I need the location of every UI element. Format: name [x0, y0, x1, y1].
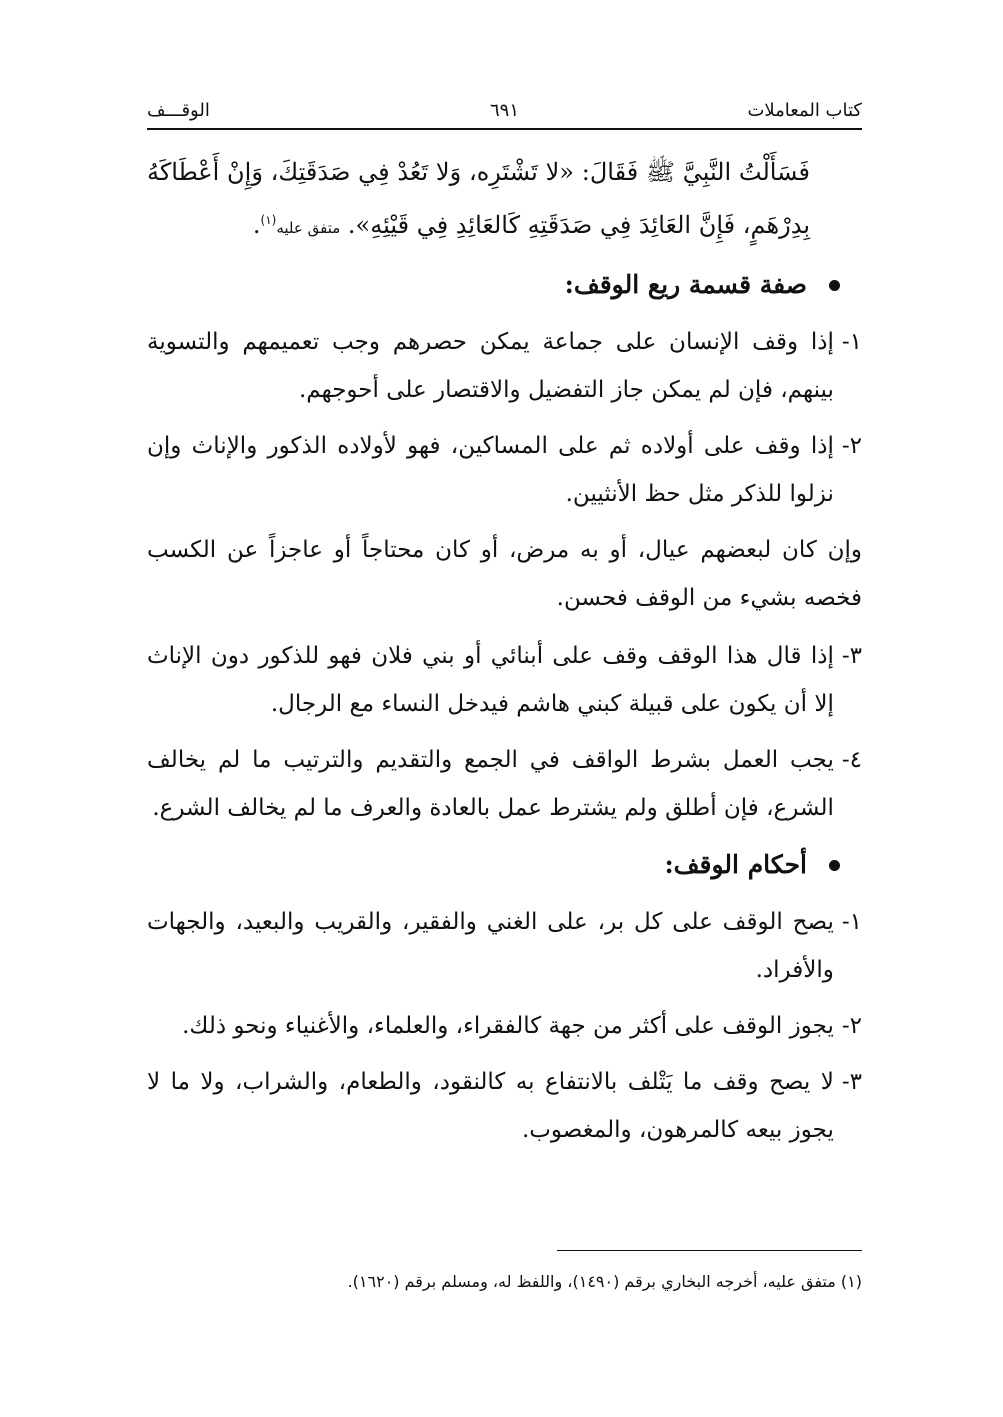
- item-number: ٢-: [841, 1013, 862, 1039]
- quote-end: .: [252, 211, 261, 239]
- chapter-title: الوقـــف: [147, 100, 210, 121]
- hadith-text: فَسَأَلْتُ النَّبِيَّ ﷺ فَقَالَ: «لا تَشْتَرِه، وَلا تَعُدْ فِي صَدَقَتِكَ، وَإِنْ أَعْطَاكَهُ بِدِرْهَمٍ، فَإِنَّ العَائِدَ فِي صَدَقَتِهِ كَالعَائِدِ فِي قَيْئِهِ».: [147, 158, 810, 239]
- item-number: ٢-: [841, 433, 862, 459]
- section-heading-text: صفة قسمة ريع الوقف:: [564, 270, 807, 299]
- list-item: [147, 422, 862, 518]
- hadith-quote: [147, 148, 862, 252]
- list-item: [147, 318, 862, 414]
- footnote: (١) متفق عليه، أخرجه البخاري برقم (١٤٩٠)، واللفظ له، ومسلم برقم (١٦٢٠).: [347, 1272, 862, 1291]
- item-text: يصح الوقف على كل بر، على الغني والفقير، والقريب والبعيد، والجهات والأفراد.: [147, 909, 834, 983]
- header-divider: [147, 128, 862, 130]
- bullet-icon: [829, 280, 840, 291]
- page-header: [147, 98, 862, 128]
- list-item: [147, 898, 862, 994]
- section-heading-text: أحكام الوقف:: [664, 850, 807, 879]
- item-continuation: وإن كان لبعضهم عيال، أو به مرض، أو كان محتاجاً أو عاجزاً عن الكسب فخصه بشيء من الوقف فحسن.: [147, 537, 862, 611]
- item-text: إذا قال هذا الوقف وقف على أبنائي أو بني فلان فهو للذكور دون الإناث إلا أن يكون على قبيلة كبني هاشم فيدخل النساء مع الرجال.: [147, 643, 834, 717]
- section-heading-rulings: [147, 840, 862, 890]
- page-number: ٦٩١: [489, 100, 520, 121]
- section-heading-distribution: [147, 260, 862, 310]
- hadith-citation: متفق عليه: [276, 219, 341, 237]
- list-item: [147, 632, 862, 728]
- list-item: [147, 1002, 862, 1050]
- item-number: ٤-: [841, 747, 862, 773]
- list-item: [147, 1058, 862, 1154]
- item-text: يجب العمل بشرط الواقف في الجمع والتقديم والترتيب ما لم يخالف الشرع، فإن أطلق ولم يشترط عمل بالعادة والعرف ما لم يخالف الشرع.: [147, 747, 834, 821]
- item-number: ٣-: [841, 1069, 862, 1095]
- item-text: إذا وقف الإنسان على جماعة يمكن حصرهم وجب تعميمهم والتسوية بينهم، فإن لم يمكن جاز التفضيل والاقتصار على أحوجهم.: [147, 329, 834, 403]
- item-number: ١-: [841, 909, 862, 935]
- footnote-divider: [557, 1250, 862, 1251]
- bullet-icon: [829, 860, 840, 871]
- main-content: [147, 148, 862, 1162]
- item-text: لا يصح وقف ما يَتْلف بالانتفاع به كالنقود، والطعام، والشراب، ولا ما لا يجوز بيعه كالمرهون، والمغصوب.: [147, 1069, 834, 1143]
- item-number: ١-: [841, 329, 862, 355]
- item-number: ٣-: [841, 643, 862, 669]
- list-item: [147, 736, 862, 832]
- footnote-marker: (١): [260, 213, 277, 227]
- book-title: كتاب المعاملات: [747, 100, 862, 121]
- item-text: إذا وقف على أولاده ثم على المساكين، فهو لأولاده الذكور والإناث وإن نزلوا للذكر مثل حظ الأنثيين.: [147, 433, 834, 507]
- item-text: يجوز الوقف على أكثر من جهة كالفقراء، والعلماء، والأغنياء ونحو ذلك.: [182, 1013, 834, 1039]
